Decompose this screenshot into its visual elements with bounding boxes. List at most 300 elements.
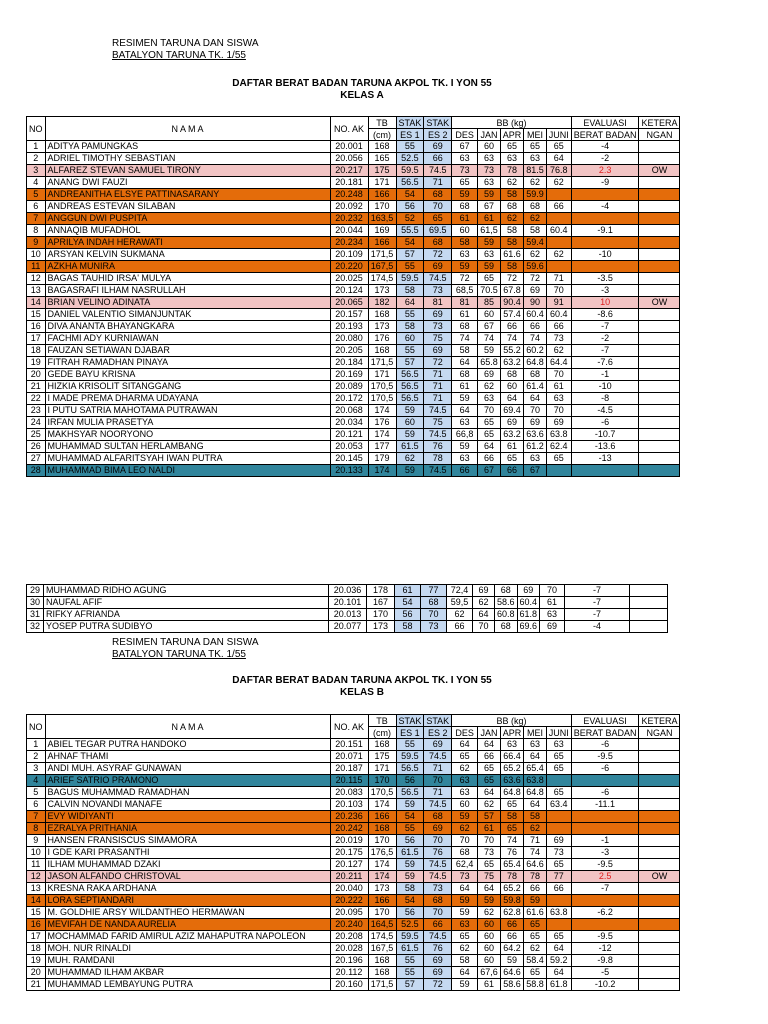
col-eval: EVALUASI bbox=[571, 117, 639, 129]
cell-eval: -4 bbox=[565, 621, 630, 633]
cell-mei: 58 bbox=[524, 811, 547, 823]
cell-jan: 70 bbox=[478, 835, 501, 847]
cell-nama: EVY WIDIYANTI bbox=[45, 811, 330, 823]
cell-mei: 64 bbox=[524, 799, 547, 811]
cell-ket bbox=[639, 441, 680, 453]
cell-noak: 20.208 bbox=[330, 931, 368, 943]
cell-eval: -2 bbox=[571, 153, 639, 165]
cell-jan: 60 bbox=[478, 955, 501, 967]
cell-jan: 65 bbox=[478, 775, 501, 787]
cell-no: 32 bbox=[27, 621, 44, 633]
cell-noak: 20.025 bbox=[330, 273, 368, 285]
cell-nama: CALVIN NOVANDI MANAFE bbox=[45, 799, 330, 811]
cell-jan: 62 bbox=[478, 381, 501, 393]
cell-juni: 77 bbox=[546, 871, 571, 883]
table-row bbox=[27, 369, 680, 381]
cell-stak2: 74.5 bbox=[424, 165, 452, 177]
cell-no: 29 bbox=[27, 585, 44, 597]
cell-juni: 60.4 bbox=[546, 225, 571, 237]
col-eval-sub: BERAT BADAN bbox=[571, 129, 639, 141]
cell-nama: ADRIEL TIMOTHY SEBASTIAN bbox=[45, 153, 330, 165]
cell-des: 66,8 bbox=[452, 429, 478, 441]
cell-apr: 68 bbox=[495, 585, 518, 597]
cell-apr: 66 bbox=[500, 465, 524, 477]
cell-eval bbox=[571, 823, 639, 835]
cell-juni: 62 bbox=[546, 177, 571, 189]
doc-subtitle-b: KELAS B bbox=[340, 687, 384, 698]
cell-no: 17 bbox=[27, 931, 46, 943]
cell-eval: -4.5 bbox=[571, 405, 639, 417]
col-ket-sub: NGAN bbox=[639, 727, 680, 739]
cell-nama: MUHAMMAD ALFARITSYAH IWAN PUTRA bbox=[45, 453, 330, 465]
cell-no: 2 bbox=[27, 153, 46, 165]
org-line2: BATALYON TARUNA TK. 1/55 bbox=[112, 649, 246, 660]
cell-eval: -10.2 bbox=[571, 979, 639, 991]
table-row bbox=[27, 871, 680, 883]
cell-stak2: 72 bbox=[424, 249, 452, 261]
col-ket: KETERA bbox=[639, 715, 680, 727]
cell-jan: 67 bbox=[478, 465, 501, 477]
cell-tb: 173 bbox=[367, 621, 395, 633]
cell-des: 64 bbox=[452, 883, 478, 895]
cell-apr: 62 bbox=[500, 177, 524, 189]
cell-apr: 64 bbox=[500, 393, 524, 405]
cell-juni: 73 bbox=[546, 847, 571, 859]
cell-juni: 64.4 bbox=[546, 357, 571, 369]
cell-stak2: 74.5 bbox=[424, 465, 452, 477]
cell-tb: 171 bbox=[368, 763, 396, 775]
cell-stak1: 56 bbox=[395, 609, 421, 621]
cell-noak: 20.013 bbox=[329, 609, 367, 621]
cell-tb: 176,5 bbox=[368, 847, 396, 859]
cell-des: 60 bbox=[452, 225, 478, 237]
cell-apr: 58.6 bbox=[495, 597, 518, 609]
cell-apr: 78 bbox=[500, 871, 524, 883]
cell-des: 64 bbox=[452, 405, 478, 417]
cell-tb: 166 bbox=[368, 811, 396, 823]
cell-ket bbox=[639, 835, 680, 847]
cell-mei: 62 bbox=[524, 213, 547, 225]
cell-nama: MOH. NUR RINALDI bbox=[45, 943, 330, 955]
cell-mei: 65 bbox=[524, 141, 547, 153]
col-tb-unit: (cm) bbox=[368, 129, 396, 141]
cell-mei: 58.4 bbox=[524, 955, 547, 967]
cell-stak2: 74.5 bbox=[424, 871, 452, 883]
cell-noak: 20.089 bbox=[330, 381, 368, 393]
cell-eval bbox=[571, 237, 639, 249]
cell-noak: 20.157 bbox=[330, 309, 368, 321]
cell-tb: 174 bbox=[368, 429, 396, 441]
cell-eval: -1 bbox=[571, 835, 639, 847]
cell-stak2: 76 bbox=[424, 943, 452, 955]
cell-tb: 170 bbox=[368, 835, 396, 847]
cell-ket bbox=[639, 177, 680, 189]
cell-juni: 64 bbox=[546, 153, 571, 165]
table-row bbox=[27, 141, 680, 153]
cell-ket: OW bbox=[639, 297, 680, 309]
cell-stak1: 58 bbox=[395, 621, 421, 633]
cell-stak1: 59 bbox=[396, 405, 424, 417]
cell-jan: 65 bbox=[478, 273, 501, 285]
cell-apr: 90.4 bbox=[500, 297, 524, 309]
cell-des: 65 bbox=[452, 177, 478, 189]
cell-stak2: 68 bbox=[424, 189, 452, 201]
cell-juni: 63 bbox=[546, 393, 571, 405]
org-header-b bbox=[112, 637, 259, 661]
cell-ket bbox=[639, 333, 680, 345]
cell-juni: 66 bbox=[546, 883, 571, 895]
cell-mei: 61.2 bbox=[524, 441, 547, 453]
table-row bbox=[27, 895, 680, 907]
cell-apr: 66 bbox=[500, 321, 524, 333]
cell-jan: 66 bbox=[478, 453, 501, 465]
table-row bbox=[27, 739, 680, 751]
cell-noak: 20.240 bbox=[330, 919, 368, 931]
cell-no: 10 bbox=[27, 249, 46, 261]
cell-apr: 60.8 bbox=[495, 609, 518, 621]
cell-tb: 170,5 bbox=[368, 393, 396, 405]
cell-ket bbox=[639, 357, 680, 369]
col-stak2-sub: ES 2 bbox=[424, 129, 452, 141]
cell-tb: 171 bbox=[368, 369, 396, 381]
cell-apr: 66 bbox=[500, 919, 524, 931]
cell-jan: 60 bbox=[478, 309, 501, 321]
cell-noak: 20.205 bbox=[330, 345, 368, 357]
cell-jan: 61 bbox=[478, 979, 501, 991]
cell-nama: MUHAMMAD ILHAM AKBAR bbox=[45, 967, 330, 979]
cell-mei: 66 bbox=[524, 321, 547, 333]
cell-eval: -11.1 bbox=[571, 799, 639, 811]
cell-tb: 163,5 bbox=[368, 213, 396, 225]
cell-jan: 63 bbox=[478, 393, 501, 405]
cell-des: 68,5 bbox=[452, 285, 478, 297]
cell-eval: -7 bbox=[571, 345, 639, 357]
cell-apr: 59 bbox=[500, 955, 524, 967]
cell-stak1: 59 bbox=[396, 859, 424, 871]
cell-des: 64 bbox=[452, 967, 478, 979]
cell-jan: 61,5 bbox=[478, 225, 501, 237]
cell-des: 58 bbox=[452, 345, 478, 357]
cell-stak1: 59.5 bbox=[396, 931, 424, 943]
cell-no: 28 bbox=[27, 465, 46, 477]
cell-no: 13 bbox=[27, 285, 46, 297]
cell-stak1: 55 bbox=[396, 823, 424, 835]
cell-nama: NAUFAL AFIF bbox=[44, 597, 329, 609]
cell-nama: MUHAMMAD LEMBAYUNG PUTRA bbox=[45, 979, 330, 991]
cell-eval: -9.5 bbox=[571, 859, 639, 871]
table-row bbox=[27, 201, 680, 213]
table-row bbox=[27, 297, 680, 309]
col-tb: TB bbox=[368, 715, 396, 727]
col-nama: N A M A bbox=[45, 715, 330, 739]
cell-nama: BRIAN VELINO ADINATA bbox=[45, 297, 330, 309]
cell-tb: 176 bbox=[368, 417, 396, 429]
cell-noak: 20.187 bbox=[330, 763, 368, 775]
cell-juni bbox=[546, 261, 571, 273]
cell-nama: GEDE BAYU KRISNA bbox=[45, 369, 330, 381]
cell-noak: 20.184 bbox=[330, 357, 368, 369]
cell-noak: 20.071 bbox=[330, 751, 368, 763]
cell-juni bbox=[546, 775, 571, 787]
cell-des: 61 bbox=[452, 309, 478, 321]
cell-stak2: 77 bbox=[421, 585, 447, 597]
cell-stak1: 56.5 bbox=[396, 369, 424, 381]
table-row bbox=[27, 811, 680, 823]
cell-eval: -6 bbox=[571, 739, 639, 751]
cell-eval: -9.1 bbox=[571, 225, 639, 237]
col-tb-unit: (cm) bbox=[368, 727, 396, 739]
cell-stak1: 59.5 bbox=[396, 273, 424, 285]
cell-eval: -13 bbox=[571, 453, 639, 465]
cell-nama: ARSYAN KELVIN SUKMANA bbox=[45, 249, 330, 261]
cell-jan: 69 bbox=[473, 585, 495, 597]
cell-no: 31 bbox=[27, 609, 44, 621]
cell-jan: 65 bbox=[478, 859, 501, 871]
cell-tb: 176 bbox=[368, 333, 396, 345]
cell-mei: 74 bbox=[524, 847, 547, 859]
cell-mei: 64 bbox=[524, 393, 547, 405]
cell-stak2: 74.5 bbox=[424, 799, 452, 811]
table-row bbox=[27, 967, 680, 979]
cell-ket bbox=[639, 811, 680, 823]
cell-tb: 178 bbox=[367, 585, 395, 597]
cell-eval: -7 bbox=[565, 585, 630, 597]
cell-des: 58 bbox=[452, 237, 478, 249]
cell-ket bbox=[639, 405, 680, 417]
cell-mei: 63.8 bbox=[524, 775, 547, 787]
cell-stak1: 59 bbox=[396, 799, 424, 811]
cell-noak: 20.095 bbox=[330, 907, 368, 919]
cell-apr: 58 bbox=[500, 225, 524, 237]
cell-des: 68 bbox=[452, 201, 478, 213]
org-line1: RESIMEN TARUNA DAN SISWA bbox=[112, 38, 259, 49]
table-row bbox=[27, 847, 680, 859]
cell-stak2: 75 bbox=[424, 333, 452, 345]
cell-jan: 65 bbox=[478, 763, 501, 775]
col-juni: JUNI bbox=[546, 727, 571, 739]
table-row bbox=[27, 979, 680, 991]
col-des: DES bbox=[452, 727, 478, 739]
cell-noak: 20.083 bbox=[330, 787, 368, 799]
col-mei: MEI bbox=[524, 727, 547, 739]
cell-no: 20 bbox=[27, 369, 46, 381]
cell-mei: 60.2 bbox=[524, 345, 547, 357]
table-row bbox=[27, 787, 680, 799]
col-stak1: STAK bbox=[396, 715, 424, 727]
cell-mei: 62 bbox=[524, 943, 547, 955]
cell-juni: 91 bbox=[546, 297, 571, 309]
table-row bbox=[27, 393, 680, 405]
cell-mei: 59.6 bbox=[524, 261, 547, 273]
cell-tb: 166 bbox=[368, 895, 396, 907]
cell-tb: 177 bbox=[368, 441, 396, 453]
cell-jan: 64 bbox=[478, 787, 501, 799]
table-row bbox=[27, 763, 680, 775]
cell-apr: 65 bbox=[500, 823, 524, 835]
cell-jan: 70 bbox=[473, 621, 495, 633]
cell-juni: 62 bbox=[546, 249, 571, 261]
cell-eval bbox=[571, 919, 639, 931]
cell-stak1: 56.5 bbox=[396, 787, 424, 799]
cell-jan: 62 bbox=[478, 907, 501, 919]
cell-juni: 64 bbox=[546, 943, 571, 955]
cell-ket bbox=[639, 751, 680, 763]
cell-jan: 59 bbox=[478, 345, 501, 357]
cell-ket bbox=[639, 225, 680, 237]
cell-juni bbox=[546, 919, 571, 931]
cell-ket bbox=[639, 799, 680, 811]
cell-mei: 58 bbox=[524, 225, 547, 237]
cell-eval: -6.2 bbox=[571, 907, 639, 919]
cell-nama: ANDI MUH. ASYRAF GUNAWAN bbox=[45, 763, 330, 775]
cell-ket bbox=[639, 943, 680, 955]
cell-juni: 69 bbox=[546, 835, 571, 847]
cell-tb: 168 bbox=[368, 739, 396, 751]
cell-apr: 55.2 bbox=[500, 345, 524, 357]
cell-des: 60 bbox=[452, 799, 478, 811]
cell-nama: ILHAM MUHAMMAD DZAKI bbox=[45, 859, 330, 871]
cell-stak2: 73 bbox=[424, 321, 452, 333]
cell-apr: 65.4 bbox=[500, 859, 524, 871]
cell-tb: 168 bbox=[368, 345, 396, 357]
cell-nama: AZKHA MUNIRA bbox=[45, 261, 330, 273]
cell-des: 67 bbox=[452, 141, 478, 153]
cell-stak2: 71 bbox=[424, 763, 452, 775]
header-row bbox=[27, 117, 680, 129]
cell-ket bbox=[639, 763, 680, 775]
cell-no: 27 bbox=[27, 453, 46, 465]
cell-des: 62 bbox=[452, 763, 478, 775]
cell-apr: 62.8 bbox=[500, 907, 524, 919]
cell-stak2: 69 bbox=[424, 967, 452, 979]
cell-apr: 65.2 bbox=[500, 883, 524, 895]
cell-mei: 69 bbox=[524, 417, 547, 429]
cell-stak2: 81 bbox=[424, 297, 452, 309]
cell-stak1: 56 bbox=[396, 775, 424, 787]
cell-juni: 65 bbox=[546, 453, 571, 465]
cell-juni: 65 bbox=[546, 859, 571, 871]
cell-des: 63 bbox=[452, 919, 478, 931]
cell-stak1: 57 bbox=[396, 357, 424, 369]
cell-des: 59 bbox=[452, 189, 478, 201]
cell-des: 59 bbox=[452, 907, 478, 919]
cell-tb: 171,5 bbox=[368, 979, 396, 991]
cell-apr: 74 bbox=[500, 333, 524, 345]
cell-no: 22 bbox=[27, 393, 46, 405]
cell-des: 64 bbox=[452, 357, 478, 369]
cell-stak2: 78 bbox=[424, 453, 452, 465]
cell-eval: -7.6 bbox=[571, 357, 639, 369]
cell-apr: 65 bbox=[500, 453, 524, 465]
cell-eval bbox=[571, 261, 639, 273]
col-bb: BB (kg) bbox=[452, 715, 572, 727]
cell-stak2: 73 bbox=[421, 621, 447, 633]
cell-juni: 65 bbox=[546, 763, 571, 775]
cell-juni: 60.4 bbox=[546, 309, 571, 321]
cell-des: 59 bbox=[452, 393, 478, 405]
cell-stak2: 70 bbox=[424, 907, 452, 919]
cell-apr: 78 bbox=[500, 165, 524, 177]
cell-ket bbox=[639, 919, 680, 931]
cell-des: 59 bbox=[452, 441, 478, 453]
cell-eval: -6 bbox=[571, 417, 639, 429]
cell-noak: 20.124 bbox=[330, 285, 368, 297]
cell-ket bbox=[639, 153, 680, 165]
cell-no: 14 bbox=[27, 297, 46, 309]
cell-des: 74 bbox=[452, 333, 478, 345]
cell-tb: 173 bbox=[368, 321, 396, 333]
cell-apr: 66.4 bbox=[500, 751, 524, 763]
cell-noak: 20.028 bbox=[330, 943, 368, 955]
cell-no: 19 bbox=[27, 357, 46, 369]
cell-noak: 20.127 bbox=[330, 859, 368, 871]
cell-tb: 166 bbox=[368, 189, 396, 201]
cell-jan: 59 bbox=[478, 189, 501, 201]
col-stak2-sub: ES 2 bbox=[424, 727, 452, 739]
cell-no: 30 bbox=[27, 597, 44, 609]
cell-apr: 68 bbox=[495, 621, 518, 633]
cell-no: 13 bbox=[27, 883, 46, 895]
cell-stak1: 54 bbox=[396, 811, 424, 823]
cell-no: 15 bbox=[27, 907, 46, 919]
cell-apr: 65.2 bbox=[500, 763, 524, 775]
col-mei: MEI bbox=[524, 129, 547, 141]
cell-des: 66 bbox=[452, 465, 478, 477]
cell-tb: 173 bbox=[368, 883, 396, 895]
cell-des: 68 bbox=[452, 321, 478, 333]
cell-mei: 64.8 bbox=[524, 357, 547, 369]
cell-juni: 65 bbox=[546, 141, 571, 153]
cell-no: 1 bbox=[27, 739, 46, 751]
cell-ket bbox=[639, 465, 680, 477]
cell-apr: 59.8 bbox=[500, 895, 524, 907]
cell-no: 9 bbox=[27, 237, 46, 249]
cell-tb: 171,5 bbox=[368, 357, 396, 369]
cell-juni bbox=[546, 895, 571, 907]
cell-stak2: 65 bbox=[424, 213, 452, 225]
cell-eval: 2.5 bbox=[571, 871, 639, 883]
cell-mei: 62 bbox=[524, 177, 547, 189]
cell-nama: MEVIFAH DE NANDA AURELIA bbox=[45, 919, 330, 931]
cell-stak1: 52.5 bbox=[396, 919, 424, 931]
cell-nama: ANANG DWI FAUZI bbox=[45, 177, 330, 189]
cell-nama: ABIEL TEGAR PUTRA HANDOKO bbox=[45, 739, 330, 751]
cell-jan: 70 bbox=[478, 405, 501, 417]
cell-des: 59 bbox=[452, 895, 478, 907]
cell-apr: 65 bbox=[500, 141, 524, 153]
cell-noak: 20.236 bbox=[330, 811, 368, 823]
cell-eval: -10 bbox=[571, 249, 639, 261]
cell-ket bbox=[639, 823, 680, 835]
cell-tb: 175 bbox=[368, 165, 396, 177]
cell-ket bbox=[639, 249, 680, 261]
table-row bbox=[27, 943, 680, 955]
cell-eval: -4 bbox=[571, 201, 639, 213]
cell-nama: ALFAREZ STEVAN SAMUEL TIRONY bbox=[45, 165, 330, 177]
cell-juni bbox=[546, 237, 571, 249]
cell-jan: 64 bbox=[478, 883, 501, 895]
cell-des: 73 bbox=[452, 871, 478, 883]
cell-no: 6 bbox=[27, 799, 46, 811]
cell-noak: 20.065 bbox=[330, 297, 368, 309]
cell-des: 61 bbox=[452, 381, 478, 393]
cell-nama: AHNAF THAMI bbox=[45, 751, 330, 763]
cell-noak: 20.217 bbox=[330, 165, 368, 177]
cell-tb: 168 bbox=[368, 309, 396, 321]
table-row bbox=[27, 597, 668, 609]
cell-ket bbox=[639, 213, 680, 225]
cell-juni: 61.8 bbox=[546, 979, 571, 991]
